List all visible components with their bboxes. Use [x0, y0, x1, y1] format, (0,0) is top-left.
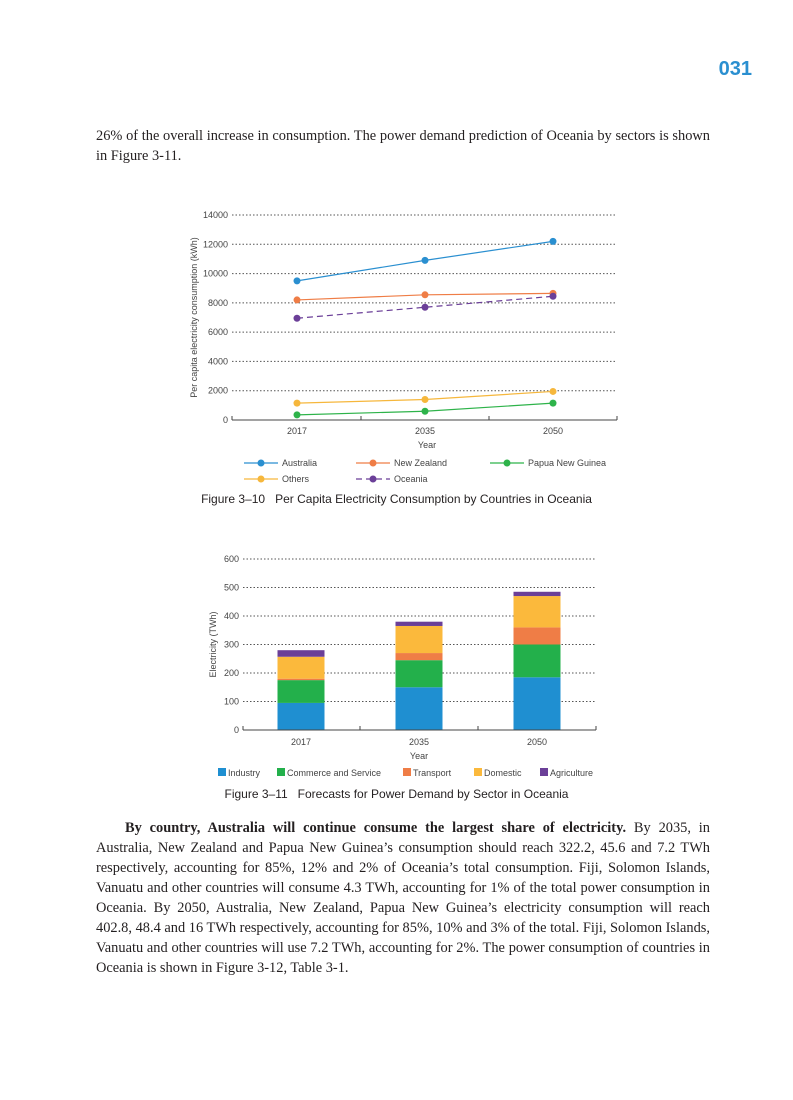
page-number: 031: [718, 58, 752, 80]
y-tick-label: 6000: [207, 327, 228, 338]
bar-segment: [514, 645, 561, 678]
legend-label: Australia: [282, 458, 318, 468]
bar-segment: [396, 626, 443, 653]
y-tick-label: 14000: [202, 210, 228, 220]
x-tick-label: 2050: [526, 737, 548, 747]
legend-marker: [258, 460, 265, 467]
data-point: [550, 400, 557, 407]
data-point: [294, 277, 301, 284]
bar-segment: [278, 650, 325, 657]
paragraph-country-consumption: [96, 818, 710, 978]
paragraph-lead-bold: By country, Australia will continue consume the largest share of electricity.: [125, 820, 627, 836]
figure-3-11: [0, 545, 793, 810]
legend-label: New Zealand: [394, 458, 448, 468]
figure-3-10: [0, 200, 793, 520]
figure-3-10-title: Per Capita Electricity Consumption by Countries in Oceania: [275, 492, 592, 506]
x-tick-label: 2050: [542, 426, 564, 436]
y-tick-label: 400: [223, 611, 239, 621]
line-chart: [0, 200, 793, 500]
legend-label: Others: [282, 474, 310, 484]
data-point: [294, 315, 301, 322]
bar-segment: [396, 653, 443, 660]
y-tick-label: 200: [223, 668, 239, 678]
x-tick-label: 2017: [290, 737, 312, 747]
legend-label: Industry: [228, 768, 261, 778]
data-point: [294, 400, 301, 407]
y-tick-label: 8000: [207, 297, 228, 308]
paragraph-body: By 2035, in Australia, New Zealand and Papua New Guinea’s consumption should reach 322.2, 45.6 and 7.2 TWh respectively, accounting for 85%, 12% and 2% of Oceania’s total consumption. Fiji, Solomon Islands, Vanuatu and other countries will consume 4.3 TWh, accounting for 1% of the total power consumption in Oceania. By 2050, Australia, New Zealand, Papua New Guinea’s electricity consumption will reach 402.8, 48.4 and 16 TWh respectively, accounting for 85%, 10% and 3% of the total. Fiji, Solomon Islands, Vanuatu and other countries will use 7.2 TWh, accounting for 2%. The power consumption of countries in Oceania is shown in Figure 3-12, Table 3-1.: [96, 820, 710, 976]
figure-3-11-number: Figure 3–11: [224, 787, 288, 801]
figure-3-11-caption: [0, 787, 793, 801]
data-point: [422, 257, 429, 264]
legend-label: Domestic: [484, 768, 522, 778]
y-tick-label: 0: [222, 415, 228, 425]
bar-segment: [278, 679, 325, 680]
data-point: [294, 296, 301, 303]
x-axis-label: Year: [409, 751, 429, 761]
legend-label: Transport: [413, 768, 452, 778]
y-tick-label: 500: [223, 582, 239, 593]
figure-3-10-caption: [0, 492, 793, 506]
paragraph-intro: 26% of the overall increase in consumption. The power demand prediction of Oceania by sectors is shown in Figure 3-11.: [96, 128, 710, 164]
legend-swatch: [403, 768, 411, 776]
y-tick-label: 300: [223, 639, 239, 650]
x-axis-label: Year: [417, 440, 437, 450]
bar-segment: [396, 687, 443, 730]
legend-label: Commerce and Service: [287, 768, 382, 778]
legend-marker: [370, 460, 377, 467]
y-tick-label: 100: [223, 696, 239, 707]
x-tick-label: 2017: [286, 426, 308, 436]
data-point: [422, 291, 429, 298]
bar-segment: [278, 680, 325, 703]
legend-marker: [504, 460, 511, 467]
data-point: [550, 388, 557, 395]
y-tick-label: 0: [233, 725, 239, 735]
bar-segment: [514, 596, 561, 627]
legend-swatch: [218, 768, 226, 776]
data-point: [422, 408, 429, 415]
y-tick-label: 4000: [207, 356, 228, 367]
y-tick-label: 600: [223, 554, 239, 564]
figure-3-10-number: Figure 3–10: [201, 492, 266, 506]
figure-3-11-title: Forecasts for Power Demand by Sector in Oceania: [297, 787, 569, 801]
legend-swatch: [474, 768, 482, 776]
legend-label: Papua New Guinea: [528, 458, 607, 468]
y-axis-label: Electricity (TWh): [208, 611, 218, 678]
data-point: [422, 396, 429, 403]
x-tick-label: 2035: [408, 737, 430, 747]
data-point: [422, 304, 429, 311]
bar-segment: [514, 627, 561, 644]
y-tick-label: 10000: [202, 268, 228, 279]
bar-segment: [278, 703, 325, 730]
legend-swatch: [540, 768, 548, 776]
bar-chart: [0, 545, 793, 785]
bar-segment: [396, 660, 443, 687]
legend-label: Agriculture: [550, 768, 594, 778]
data-point: [550, 293, 557, 300]
y-axis-label: Per capita electricity consumption (kWh): [189, 237, 199, 398]
bar-segment: [278, 657, 325, 679]
bar-segment: [514, 592, 561, 596]
y-tick-label: 2000: [207, 385, 228, 396]
legend-swatch: [277, 768, 285, 776]
data-point: [294, 411, 301, 418]
bar-segment: [514, 677, 561, 730]
y-tick-label: 12000: [202, 239, 228, 250]
legend-marker: [370, 476, 377, 483]
legend-marker: [258, 476, 265, 483]
data-point: [550, 238, 557, 245]
bar-segment: [396, 622, 443, 626]
legend-label: Oceania: [394, 474, 428, 484]
x-tick-label: 2035: [414, 426, 436, 436]
